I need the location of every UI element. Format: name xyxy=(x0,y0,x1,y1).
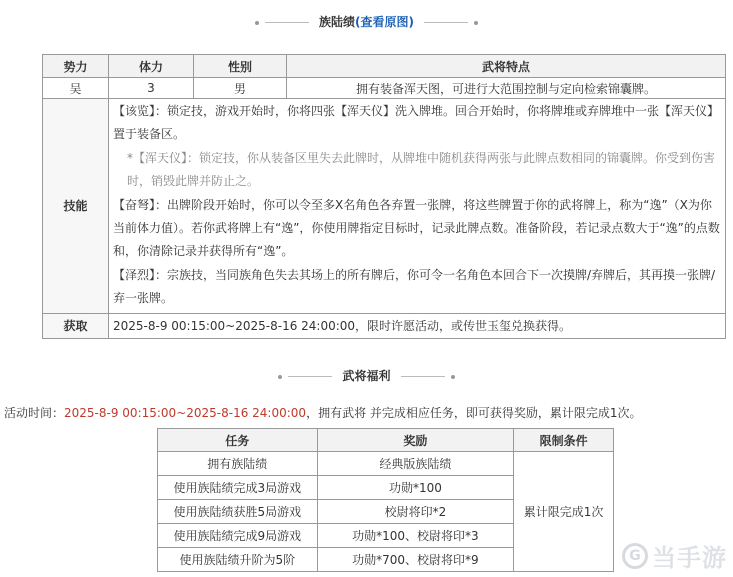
divider-dot xyxy=(474,21,478,25)
divider-dot xyxy=(278,375,282,379)
gender-header: 性别 xyxy=(194,55,287,78)
features-header: 武将特点 xyxy=(287,55,726,78)
reward-table xyxy=(157,428,614,572)
reward-header: 奖励 xyxy=(317,429,514,452)
task-cell: 拥有族陆绩 xyxy=(158,452,318,476)
divider-line xyxy=(424,22,468,23)
hp-header: 体力 xyxy=(109,55,194,78)
faction-header: 势力 xyxy=(43,55,109,78)
general-name-title: 族陆绩 xyxy=(319,15,356,29)
skill-description: 【泽烈】：宗族技，当同族角色失去其场上的所有牌后，你可令一名角色本回合下一次摸牌/弃牌后，其再摸一张牌/弃一张牌。 xyxy=(113,267,716,306)
skills-content xyxy=(109,99,726,314)
reward-cell: 功勋*100、校尉将印*3 xyxy=(317,524,514,548)
skill-description: 【该览】：锁定技，游戏开始时，你将四张【浑天仪】洗入牌堆。回合开始时，你将牌堆或弃牌堆中一张【浑天仪】置于装备区。 xyxy=(113,104,720,142)
limit-header: 限制条件 xyxy=(514,429,614,452)
reward-cell: 功勋*700、校尉将印*9 xyxy=(317,548,514,572)
general-info-table xyxy=(42,54,726,339)
section-header-benefits xyxy=(0,367,733,384)
reward-cell: 校尉将印*2 xyxy=(317,500,514,524)
task-cell: 使用族陆绩完成9局游戏 xyxy=(158,524,318,548)
section-header-general xyxy=(0,13,733,30)
info-header-row xyxy=(43,55,726,78)
divider-dot xyxy=(451,375,455,379)
gender-value: 男 xyxy=(194,78,287,99)
task-header: 任务 xyxy=(158,429,318,452)
obtain-row xyxy=(43,313,726,338)
info-value-row xyxy=(43,78,726,99)
reward-header-row xyxy=(158,429,614,452)
benefits-title: 武将福利 xyxy=(342,369,391,383)
task-cell: 使用族陆绩完成3局游戏 xyxy=(158,476,318,500)
limit-cell: 累计限完成1次 xyxy=(514,452,614,572)
activity-info xyxy=(4,404,642,421)
table-row xyxy=(158,452,614,476)
divider-line xyxy=(401,376,445,377)
skills-row xyxy=(43,99,726,314)
obtain-text: 2025-8-9 00:15:00~2025-8-16 24:00:00，限时许愿活动，或传世玉玺兑换获得。 xyxy=(109,313,726,338)
faction-value: 吴 xyxy=(43,78,109,99)
hp-value: 3 xyxy=(109,78,194,99)
activity-time: 2025-8-9 00:15:00~2025-8-16 24:00:00 xyxy=(64,406,307,420)
skills-label: 技能 xyxy=(43,99,109,314)
watermark-logo-icon: G xyxy=(622,543,648,569)
skill-description: 【奋弩】：出牌阶段开始时，你可以令至多X名角色各弃置一张牌，将这些牌置于你的武将牌上，称为“逸”（X为你当前体力值）。若你武将牌上有“逸”，你使用牌指定目标时，记录此牌点数。准备阶段，若记录点数大于“逸”的点数和，你清除记录并获得所有“逸”。 xyxy=(113,197,720,259)
divider-dot xyxy=(255,21,259,25)
activity-suffix: ，拥有武将 并完成相应任务，即可获得奖励，累计限完成1次。 xyxy=(306,406,642,420)
divider-line xyxy=(288,376,332,377)
features-value: 拥有装备浑天图，可进行大范围控制与定向检索锦囊牌。 xyxy=(287,78,726,99)
obtain-label: 获取 xyxy=(43,313,109,338)
activity-prefix: 活动时间： xyxy=(4,406,65,420)
divider-line xyxy=(265,22,309,23)
task-cell: 使用族陆绩升阶为5阶 xyxy=(158,548,318,572)
watermark-text: 当手游 xyxy=(652,544,727,572)
reward-cell: 经典版族陆绩 xyxy=(317,452,514,476)
reward-cell: 功勋*100 xyxy=(317,476,514,500)
skill-note: *【浑天仪】：锁定技，你从装备区里失去此牌时，从牌堆中随机获得两张与此牌点数相同的锦囊牌。你受到伤害时，销毁此牌并防止之。 xyxy=(127,150,716,189)
task-cell: 使用族陆绩获胜5局游戏 xyxy=(158,500,318,524)
watermark xyxy=(622,538,727,573)
view-original-image-link[interactable]: (查看原图) xyxy=(355,15,414,29)
